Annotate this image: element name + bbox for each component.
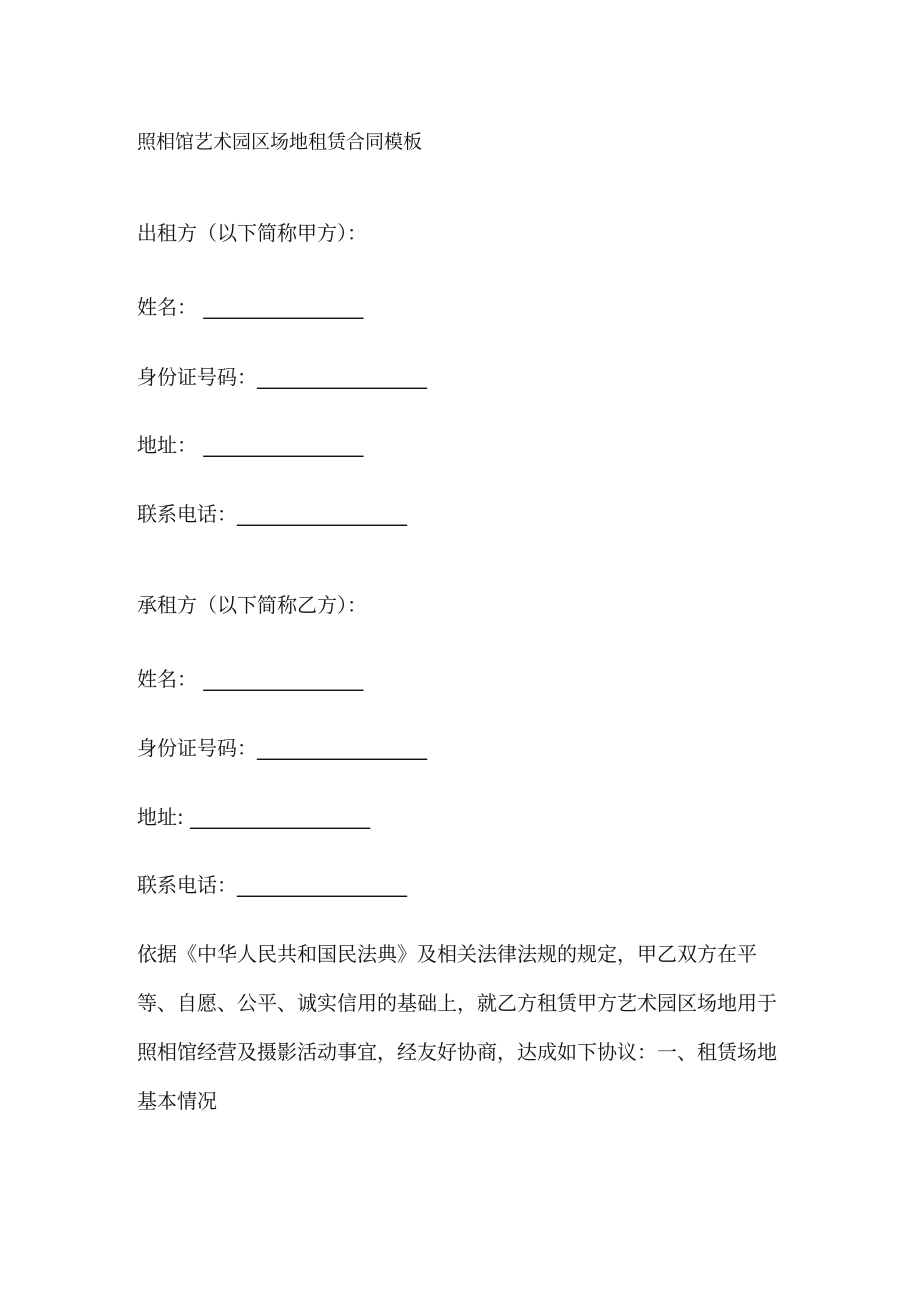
lessee-id-number-field: 身份证号码：_________________	[137, 736, 427, 760]
preamble-line: 基本情况	[137, 1089, 217, 1113]
lessor-id-number-field: 身份证号码：_________________	[137, 365, 427, 389]
lessee-address-field: 地址: __________________	[137, 805, 371, 829]
document-title: 照相馆艺术园区场地租赁合同模板	[137, 131, 423, 153]
lessee-heading: 承租方（以下简称乙方）：	[137, 593, 367, 617]
lessor-phone-field: 联系电话：_________________	[137, 502, 407, 526]
preamble-line: 照相馆经营及摄影活动事宜，经友好协商，达成如下协议：一、租赁场地	[137, 1040, 777, 1064]
lessor-name-field: 姓名： ________________	[137, 295, 364, 319]
preamble-line: 依据《中华人民共和国民法典》及相关法律法规的规定，甲乙双方在平	[137, 942, 757, 966]
lessor-heading: 出租方（以下简称甲方）：	[137, 221, 367, 245]
lessee-name-field: 姓名： ________________	[137, 667, 364, 691]
preamble-line: 等、自愿、公平、诚实信用的基础上，就乙方租赁甲方艺术园区场地用于	[137, 991, 777, 1015]
lessor-address-field: 地址： ________________	[137, 433, 364, 457]
preamble-paragraph	[137, 942, 787, 1138]
lessee-phone-field: 联系电话：_________________	[137, 873, 407, 897]
